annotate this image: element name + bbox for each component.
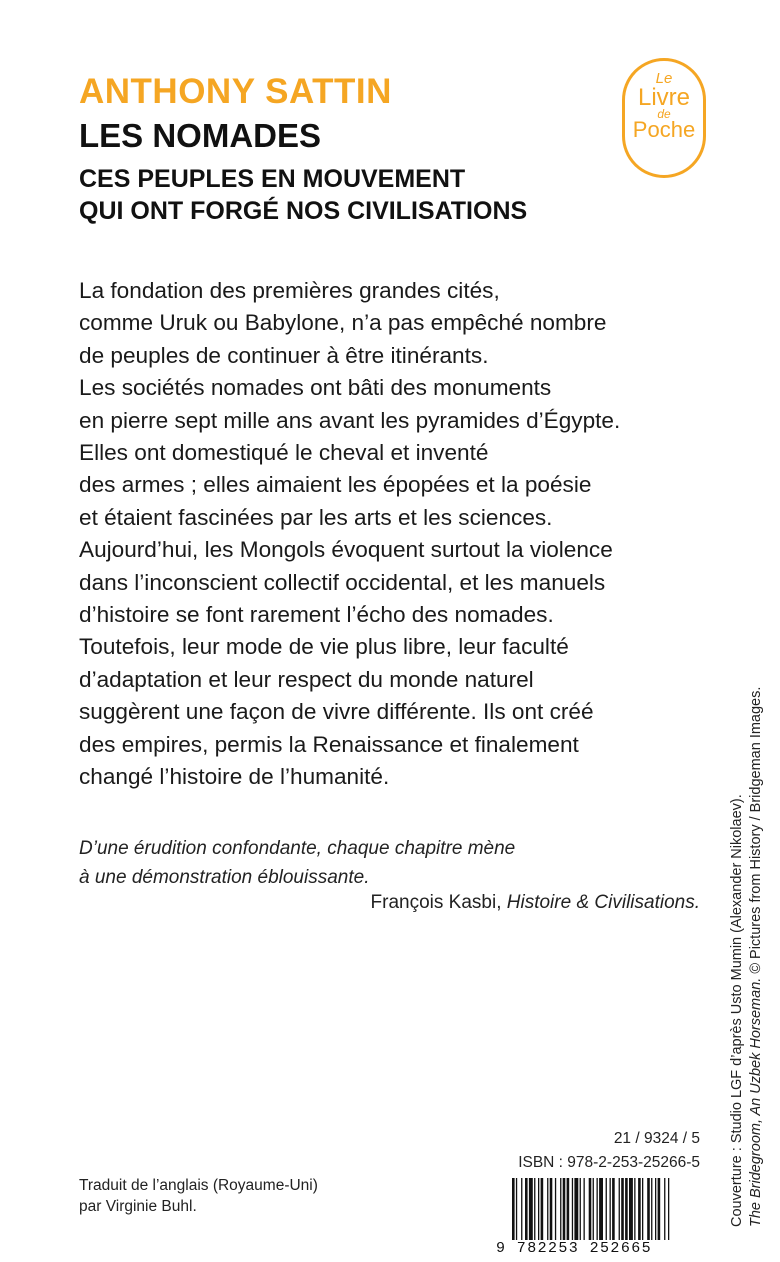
barcode-bar [658, 1178, 661, 1240]
blurb-line: Aujourd’hui, les Mongols évoquent surtout la violence [79, 537, 613, 563]
blurb-line: des armes ; elles aimaient les épopées et la poésie [79, 472, 592, 498]
barcode-bar [560, 1178, 561, 1240]
barcode-bar [529, 1178, 533, 1240]
blurb-line: Elles ont domestiqué le cheval et inventé [79, 440, 489, 466]
catalog-code: 21 / 9324 / 5 [613, 1130, 700, 1147]
book-subtitle [79, 163, 527, 227]
barcode-bar [638, 1178, 641, 1240]
barcode-bar [606, 1178, 607, 1240]
barcode-bar [555, 1178, 556, 1240]
quote-attribution [371, 892, 700, 914]
logo-text: Livre [637, 84, 691, 111]
barcode-bar [647, 1178, 650, 1240]
barcode-bar [668, 1178, 669, 1240]
barcode-bar [547, 1178, 548, 1240]
blurb-line: des empires, permis la Renaissance et finalement [79, 731, 579, 757]
blurb-line: dans l’inconscient collectif occidental, et les manuels [79, 569, 606, 595]
blurb-line: Toutefois, leur mode de vie plus libre, leur faculté [79, 634, 569, 660]
barcode-bar [597, 1178, 598, 1240]
logo-text: de [657, 107, 671, 121]
blurb-line: d’histoire se font rarement l’écho des nomades. [79, 602, 554, 628]
blurb-line: changé l’histoire de l’humanité. [79, 764, 390, 790]
blurb-line: en pierre sept mille ans avant les pyramides d’Égypte. [79, 407, 621, 433]
barcode-bar [563, 1178, 566, 1240]
barcode-bar [538, 1178, 539, 1240]
blurb-line: suggèrent une façon de vivre différente. Ils ont créé [79, 699, 594, 725]
barcode-bar [512, 1178, 515, 1240]
subtitle-line: QUI ONT FORGÉ NOS CIVILISATIONS [79, 197, 528, 225]
translator-line: Traduit de l’anglais (Royaume-Uni) [79, 1177, 318, 1194]
translator-line: par Virginie Buhl. [79, 1198, 197, 1215]
blurb-line: et étaient fascinées par les arts et les sciences. [79, 504, 553, 530]
barcode-bar [516, 1178, 517, 1240]
cover-credits [728, 667, 766, 1227]
barcode-bar [589, 1178, 592, 1240]
barcode-bar [572, 1178, 573, 1240]
artwork-title: The Bridegroom, An Uzbek Horseman. [748, 977, 764, 1227]
review-quote [79, 834, 515, 892]
publisher-logo [622, 58, 706, 178]
barcode-bar [619, 1178, 620, 1240]
barcode-bar [634, 1178, 635, 1240]
credits-line: Couverture : Studio LGF d’après Usto Mumin (Alexander Nikolaev). [729, 794, 745, 1227]
quote-author: François Kasbi, [370, 892, 502, 913]
blurb-line: Les sociétés nomades ont bâti des monuments [79, 375, 552, 401]
blurb-line: d’adaptation et leur respect du monde naturel [79, 666, 534, 692]
logo-text: Poche [632, 117, 696, 142]
barcode-bar [584, 1178, 585, 1240]
barcode-bar [664, 1178, 665, 1240]
barcode-bar [593, 1178, 594, 1240]
blurb-line: de peuples de continuer à être itinérants. [79, 342, 489, 368]
barcode-bar [610, 1178, 611, 1240]
barcode-bar [574, 1178, 578, 1240]
barcode-bar [580, 1178, 581, 1240]
barcode-digits: 9 782253 252665 [496, 1240, 653, 1257]
isbn: ISBN : 978-2-253-25266-5 [518, 1154, 700, 1171]
barcode-bar [612, 1178, 615, 1240]
barcode-bar [525, 1178, 528, 1240]
blurb [79, 275, 719, 794]
quote-line: à une démonstration éblouissante. [79, 867, 370, 888]
quote-source: Histoire & Civilisations. [506, 892, 700, 913]
barcode-bar [567, 1178, 570, 1240]
barcode-bar [651, 1178, 652, 1240]
credits-rights: © Pictures from History / Bridgeman Images. [748, 686, 764, 978]
barcode [512, 1178, 712, 1240]
author-name: ANTHONY SATTIN [79, 72, 392, 111]
barcode-bar [521, 1178, 522, 1240]
logo-text: Le [655, 70, 673, 87]
barcode-bar [534, 1178, 535, 1240]
credits-line [747, 667, 766, 1227]
barcode-bar [629, 1178, 633, 1240]
barcode-bar [642, 1178, 643, 1240]
barcode-bar [655, 1178, 656, 1240]
barcode-bar [550, 1178, 553, 1240]
barcode-bar [541, 1178, 544, 1240]
barcode-bar [599, 1178, 603, 1240]
quote-line: D’une érudition confondante, chaque chapitre mène [79, 838, 516, 859]
book-title: LES NOMADES [79, 117, 322, 154]
subtitle-line: CES PEUPLES EN MOUVEMENT [79, 165, 466, 193]
blurb-line: La fondation des premières grandes cités, [79, 278, 500, 303]
barcode-bar [621, 1178, 624, 1240]
blurb-line: comme Uruk ou Babylone, n’a pas empêché nombre [79, 310, 607, 336]
translator-credit [79, 1175, 318, 1217]
barcode-bar [625, 1178, 628, 1240]
